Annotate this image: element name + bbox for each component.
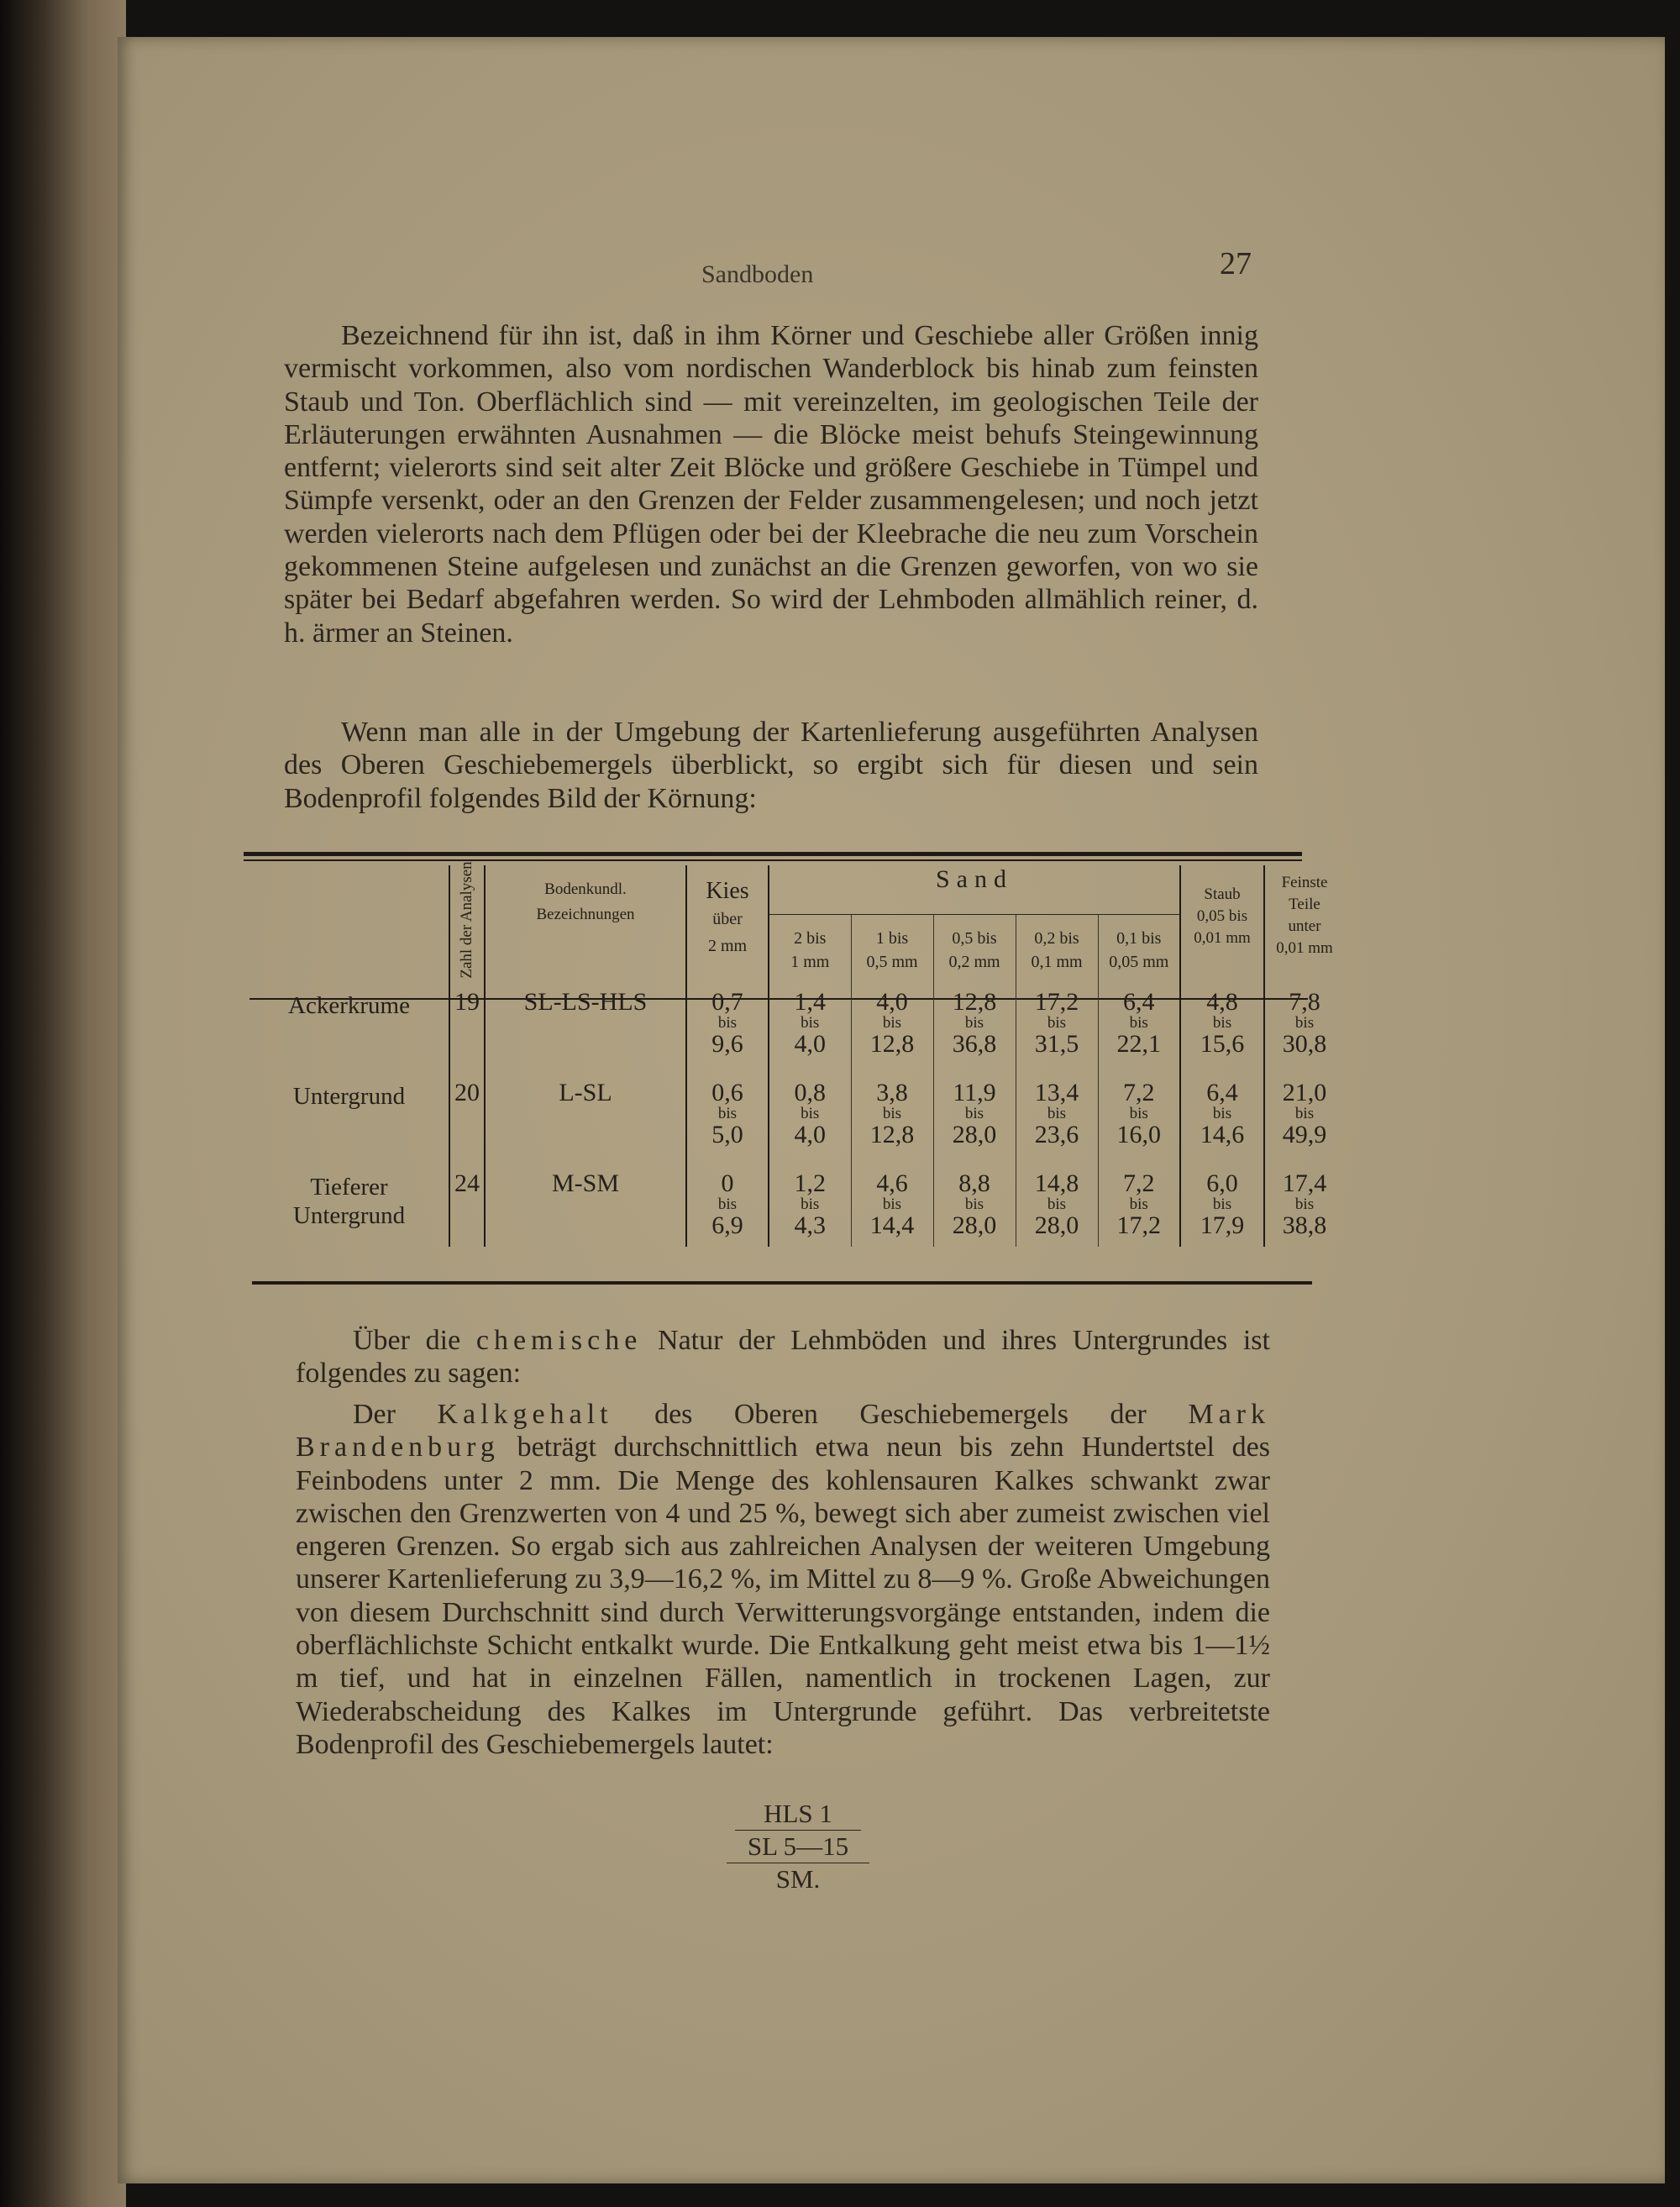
value-range-cell [1016, 975, 1098, 1065]
range-bis: bis [1047, 1195, 1067, 1213]
range-min: 0,8 [794, 1079, 826, 1106]
profile-line-2: SL 5—15 [747, 1831, 849, 1861]
range-max: 31,5 [1034, 1030, 1079, 1058]
range-bis: bis [1212, 1105, 1232, 1122]
range-bis: bis [801, 1105, 820, 1122]
paragraph-2: Wenn man alle in der Umgebung der Kartenlieferung ausgeführten Analysen des Oberen Geschiebemergels überblickt, so ergibt sich für diesen und sein Bodenprofil folgendes Bild der Körnung: [284, 717, 1258, 814]
range-bis: bis [1129, 1014, 1148, 1032]
range-bis: bis [882, 1105, 902, 1122]
analysis-count: 24 [449, 1156, 485, 1247]
range-max: 16,0 [1116, 1121, 1161, 1148]
range-min: 1,4 [794, 988, 826, 1016]
soil-designation: L-SL [485, 1065, 686, 1156]
range-max: 6,9 [711, 1211, 743, 1239]
header-kies: Kies über 2 mm [686, 865, 769, 975]
value-range-cell [1098, 1156, 1180, 1247]
value-range-cell [1180, 1156, 1264, 1247]
range-bis: bis [801, 1014, 820, 1032]
row-label: Tieferer Untergrund [292, 1174, 406, 1229]
header-sand: Sand [769, 865, 1180, 915]
range-min: 4,8 [1206, 988, 1238, 1016]
range-min: 7,8 [1289, 988, 1320, 1016]
range-bis: bis [1294, 1195, 1315, 1213]
range-bis: bis [801, 1195, 820, 1213]
value-range-cell [1016, 1065, 1098, 1156]
book-spine [0, 0, 126, 2207]
range-max: 17,9 [1200, 1211, 1245, 1239]
range-bis: bis [882, 1014, 902, 1032]
range-max: 36,8 [952, 1030, 997, 1058]
analysis-count: 19 [449, 975, 485, 1065]
value-range-cell [851, 1065, 933, 1156]
value-range-cell [1180, 1065, 1264, 1156]
range-max: 38,8 [1282, 1211, 1327, 1239]
range-min: 12,8 [952, 988, 997, 1016]
profile-line-1: HLS 1 [764, 1799, 832, 1828]
page-number: 27 [1220, 246, 1252, 281]
row-label: Ackerkrume [288, 992, 410, 1019]
range-bis: bis [1212, 1014, 1232, 1032]
value-range-cell [1264, 1065, 1344, 1156]
range-bis: bis [1047, 1105, 1067, 1122]
paragraph-4: Der Kalkgehalt des Oberen Geschiebemergels der Mark Brandenburg beträgt durchschnittlich etwa neun bis zehn Hundertstel des Feinbodens unter 2 mm. Die Menge des kohlensauren Kalkes schwankt zwar zwischen den Grenzwerten von 4 und 25 %, bewegt sich aber zumeist zwischen viel engeren Grenzen. So ergab sich aus zahlreichen Analysen der weiteren Umgebung unserer Kartenlieferung zu 3,9—16,2 %, im Mittel zu 8—9 %. Große Abweichungen von diesem Durchschnitt sind durch Verwitterungsvorgänge entstanden, indem die oberflächlichste Schicht entkalkt wurde. Die Entkalkung geht meist etwa bis 1—1½ m tief, und hat in einzelnen Fällen, namentlich in trockenen Lagen, zur Wiederabscheidung des Kalkes im Untergrunde geführt. Das verbreitetste Bodenprofil des Geschiebemergels lautet: [296, 1399, 1270, 1760]
value-range-cell [686, 1065, 769, 1156]
range-min: 4,0 [876, 988, 908, 1016]
range-bis: bis [1129, 1195, 1148, 1213]
range-max: 28,0 [952, 1121, 997, 1148]
range-max: 4,3 [794, 1211, 826, 1239]
value-range-cell [933, 975, 1016, 1065]
value-range-cell [686, 1156, 769, 1247]
header-bezeichnungen: Bodenkundl. Bezeichnungen [485, 865, 686, 975]
value-range-cell [769, 1156, 851, 1247]
range-max: 23,6 [1034, 1121, 1079, 1148]
grain-size-table [249, 861, 1344, 1247]
header-sand-col: 0,1 bis 0,05 mm [1098, 915, 1180, 975]
header-sand-col: 0,5 bis 0,2 mm [933, 915, 1016, 975]
header-feinste-teile: Feinste Teile unter 0,01 mm [1264, 865, 1344, 975]
range-max: 49,9 [1282, 1121, 1327, 1148]
value-range-cell [933, 1065, 1016, 1156]
range-min: 7,2 [1123, 1079, 1155, 1106]
value-range-cell [1264, 1156, 1344, 1247]
table-top-rule [244, 852, 1302, 856]
range-bis: bis [1294, 1014, 1315, 1032]
table-row [249, 1156, 1344, 1247]
range-min: 6,4 [1123, 988, 1155, 1016]
analysis-count: 20 [449, 1065, 485, 1156]
header-analysen: Zahl der Analysen [449, 865, 485, 975]
range-bis: bis [717, 1105, 738, 1122]
range-bis: bis [882, 1195, 902, 1213]
range-max: 28,0 [1034, 1211, 1079, 1239]
value-range-cell [769, 1065, 851, 1156]
value-range-cell [1098, 975, 1180, 1065]
range-max: 4,0 [794, 1030, 826, 1058]
range-min: 4,6 [876, 1169, 908, 1197]
range-max: 17,2 [1116, 1211, 1161, 1239]
range-min: 13,4 [1034, 1079, 1079, 1106]
range-min: 0 [721, 1169, 734, 1197]
header-empty [249, 865, 449, 975]
range-bis: bis [964, 1105, 984, 1122]
range-bis: bis [1294, 1105, 1315, 1122]
header-sand-col: 1 bis 0,5 mm [851, 915, 933, 975]
range-bis: bis [964, 1195, 984, 1213]
header-sand-col: 0,2 bis 0,1 mm [1016, 915, 1098, 975]
value-range-cell [1180, 975, 1264, 1065]
range-max: 15,6 [1200, 1030, 1245, 1058]
range-min: 14,8 [1034, 1169, 1079, 1197]
header-staub: Staub 0,05 bis 0,01 mm [1180, 865, 1264, 975]
range-max: 22,1 [1116, 1030, 1161, 1058]
value-range-cell [686, 975, 769, 1065]
range-bis: bis [1129, 1105, 1148, 1122]
header-sand-col: 2 bis 1 mm [769, 915, 851, 975]
range-bis: bis [717, 1195, 738, 1213]
range-min: 17,4 [1282, 1169, 1327, 1197]
row-label: Untergrund [292, 1083, 406, 1110]
paragraph-1: Bezeichnend für ihn ist, daß in ihm Körner und Geschiebe aller Größen innig vermischt vorkommen, also vom nordischen Wanderblock bis hinab zum feinsten Staub und Ton. Oberflächlich sind — mit vereinzelten, im geologischen Teile der Erläuterungen erwähnten Ausnahmen — die Blöcke meist behufs Steingewinnung entfernt; vielerorts sind seit alter Zeit Blöcke und größere Geschiebe in Tümpel und Sümpfe versenkt, oder an den Grenzen der Felder zusammengelesen; und noch jetzt werden vielerorts nach dem Pflügen oder bei der Kleebrache die neu zum Vorschein gekommenen Steine aufgelesen und zunächst an die Grenzen geworfen, von wo sie später bei Bedarf abgefahren werden. So wird der Lehmboden allmählich reiner, d. h. ärmer an Steinen. [284, 320, 1258, 649]
range-max: 9,6 [711, 1030, 743, 1058]
value-range-cell [933, 1156, 1016, 1247]
table-bottom-rule [252, 1281, 1312, 1285]
range-min: 6,4 [1206, 1079, 1238, 1106]
range-bis: bis [717, 1014, 738, 1032]
value-range-cell [1264, 975, 1344, 1065]
range-max: 12,8 [869, 1121, 915, 1148]
range-bis: bis [1212, 1195, 1232, 1213]
range-min: 21,0 [1282, 1079, 1327, 1106]
range-min: 7,2 [1123, 1169, 1155, 1197]
soil-designation: SL-LS-HLS [485, 975, 686, 1065]
profile-line-3: SM. [775, 1864, 821, 1894]
value-range-cell [1098, 1065, 1180, 1156]
range-min: 3,8 [876, 1079, 908, 1106]
range-min: 6,0 [1206, 1169, 1238, 1197]
soil-designation: M-SM [485, 1156, 686, 1247]
table-top-rule-thin [244, 859, 1302, 861]
range-bis: bis [1047, 1014, 1067, 1032]
value-range-cell [851, 1156, 933, 1247]
range-max: 14,4 [869, 1211, 915, 1239]
range-max: 5,0 [711, 1121, 743, 1148]
range-min: 8,8 [958, 1169, 990, 1197]
value-range-cell [1016, 1156, 1098, 1247]
range-min: 0,7 [711, 988, 743, 1016]
table-row [249, 975, 1344, 1065]
table-row [249, 1065, 1344, 1156]
range-bis: bis [964, 1014, 984, 1032]
paragraph-3: Über die chemische Natur der Lehmböden und ihres Untergrundes ist folgendes zu sagen: [296, 1325, 1270, 1390]
soil-profile-formula [714, 1798, 882, 1895]
range-max: 14,6 [1200, 1121, 1245, 1148]
value-range-cell [851, 975, 933, 1065]
range-min: 17,2 [1034, 988, 1079, 1016]
range-max: 30,8 [1282, 1030, 1327, 1058]
range-max: 4,0 [794, 1121, 826, 1148]
range-max: 28,0 [952, 1211, 997, 1239]
range-min: 11,9 [953, 1079, 996, 1106]
range-min: 1,2 [794, 1169, 826, 1197]
running-head: Sandboden [701, 260, 814, 288]
range-max: 12,8 [869, 1030, 915, 1058]
value-range-cell [769, 975, 851, 1065]
range-min: 0,6 [711, 1079, 743, 1106]
